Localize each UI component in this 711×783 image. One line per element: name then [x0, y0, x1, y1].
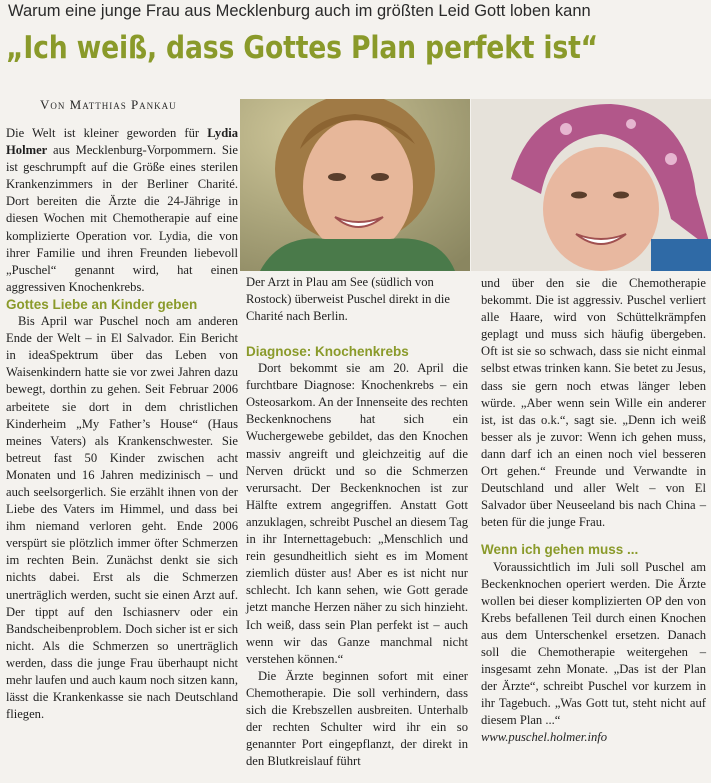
subheading-wenn-ich-gehen: Wenn ich gehen muss ...	[481, 542, 639, 558]
kicker-line: Warum eine junge Frau aus Mecklenburg auch im größten Leid Gott loben kann	[8, 2, 591, 20]
section2-paragraph-1: Dort bekommt sie am 20. April die furchtbare Diagnose: Knochenkrebs – ein Osteosarkom. An der Innenseite des rechten Beckenknochens hat sich ein Wuchergewebe gebildet, das den Knochen massiv angreift und gleichzeitig auf die Nerven drückt und so die Schmerzen verursacht. Der Beckenknochen ist zur Hälfte extrem angegriffen. Anstatt Gott anzuklagen, schreibt Puschel an diesem Tag in ihr Internettagebuch: „Menschlich und rein gesundheitlich sieht es im Moment ziemlich düster aus! Aber es ist nicht nur schlecht. Ich kann sehen, wie Gott gerade jetzt manche Herzen näher zu sich hinzieht. Ich weiß, dass sein Plan perfekt ist – auch wenn wir das Ganze manchmal nicht verstehen können.“	[246, 361, 468, 666]
author-byline: Von Matthias Pankau	[40, 97, 177, 112]
column-1	[6, 125, 238, 723]
section2-paragraph-2: Die Ärzte beginnen sofort mit einer Chemotherapie. Die soll verhindern, dass sich die Krebszellen ausbreiten. Unterhalb der rechten Schulter wird ihr ein so genannter Port eingepflanzt, der direkt in den Blutkreislauf führt	[246, 668, 468, 769]
subheading-diagnose: Diagnose: Knochenkrebs	[246, 344, 409, 359]
headline: „Ich weiß, dass Gottes Plan perfekt ist“	[6, 30, 599, 66]
column-3	[481, 275, 706, 747]
photo-lydia-headscarf	[471, 99, 711, 271]
section1-paragraph: Bis April war Puschel noch am anderen Ende der Welt – in El Salvador. Ein Bericht in ideaSpektrum über das Leben von Waisenkindern hatte sie vor zwei Jahren dazu bewegt, dorthin zu gehen. Seit Februar 2006 arbeitete sie dort in dem christlichen Kinderheim „My Father’s House“ (Haus meines Vaters) als Krankenschwester. Sie betreut fast 50 Kinder zwischen acht Monaten und 16 Jahren medizinisch – und auch seelsorgerlich. Sie erzählt ihnen von der Liebe des Vaters im Himmel, und dass bei ihm niemand verloren geht. Ende 2006 verspürt sie plötzlich immer öfter Schmerzen im rechten Bein. Zunächst denkt sie sich nichts dabei. Erst als die Schmerzen unerträglich werden, sucht sie einen Arzt auf. Der tippt auf den Ischiasnerv oder ein Bandscheibenproblem. Doch sicher ist er sich nicht. Als die Schmerzen so unerträglich werden, dass die junge Frau überhaupt nicht mehr laufen und auch kaum noch sitzen kann, lässt die Krankenkasse sie nach Deutschland fliegen.	[6, 314, 238, 722]
website-link[interactable]: www.puschel.holmer.info	[481, 730, 608, 745]
subheading-gottes-liebe: Gottes Liebe an Kinder geben	[6, 296, 198, 312]
intro-name: Lydia Holmer	[6, 126, 238, 158]
column-2	[246, 275, 468, 770]
column3-paragraph: und über den sie die Chemotherapie bekommt. Die ist aggressiv. Puschel verliert alle Haare, wird von Schüttelkrämpfen geplagt und muss sich häufig übergeben. Oft ist sie so schwach, dass sie nicht einmal selbst etwas trinken kann. Sie betet zu Jesus, dass sie gern noch etwas länger leben würde. „Aber wenn sein Wille ein anderer ist, ist das o.k.“, sagt sie. „Denn ich weiß besser als je zuvor: Wenn ich gehen muss, dann darf ich an einen noch viel besseren Ort gehen.“ Freunde und Verwandte in Deutschland und aller Welt – von El Salvador über Neuseeland bis nach China – beten für die junge Frau.	[481, 276, 706, 530]
intro-text-start: Die Welt ist kleiner geworden für	[6, 126, 208, 140]
section3-paragraph: Voraussichtlich im Juli soll Puschel am Beckenknochen operiert werden. Die Ärzte wollen bei dieser komplizierten OP den von Krebs befallenen Teil durch einen Knochen aus dem Unterschenkel ersetzen. Danach soll die Chemotherapie weitergehen – insgesamt zehn Monate. „Das ist der Plan der Ärzte“, schreibt Puschel vor kurzem in ihr Tagebuch. „Was Gott tut, steht nicht auf diesem Plan ...“	[481, 559, 706, 728]
intro-text-end: aus Mecklenburg-Vorpommern. Sie ist geschrumpft auf die Größe eines sterilen Krankenzimmers in der Berliner Charité. Dort bereiten die Ärzte die 24-Jährige in diesen Wochen mit Chemotherapie auf eine komplizierte Operation vor. Lydia, die von ihrer Familie und ihren Freunden liebevoll „Puschel“ genannt wird, hat einen aggressiven Knochenkrebs.	[6, 143, 238, 294]
photo-caption: Der Arzt in Plau am See (südlich von Rostock) überweist Puschel direkt in die Charité nach Berlin.	[246, 275, 450, 324]
photo-lydia-smiling	[240, 99, 470, 271]
intro-paragraph	[6, 125, 238, 296]
